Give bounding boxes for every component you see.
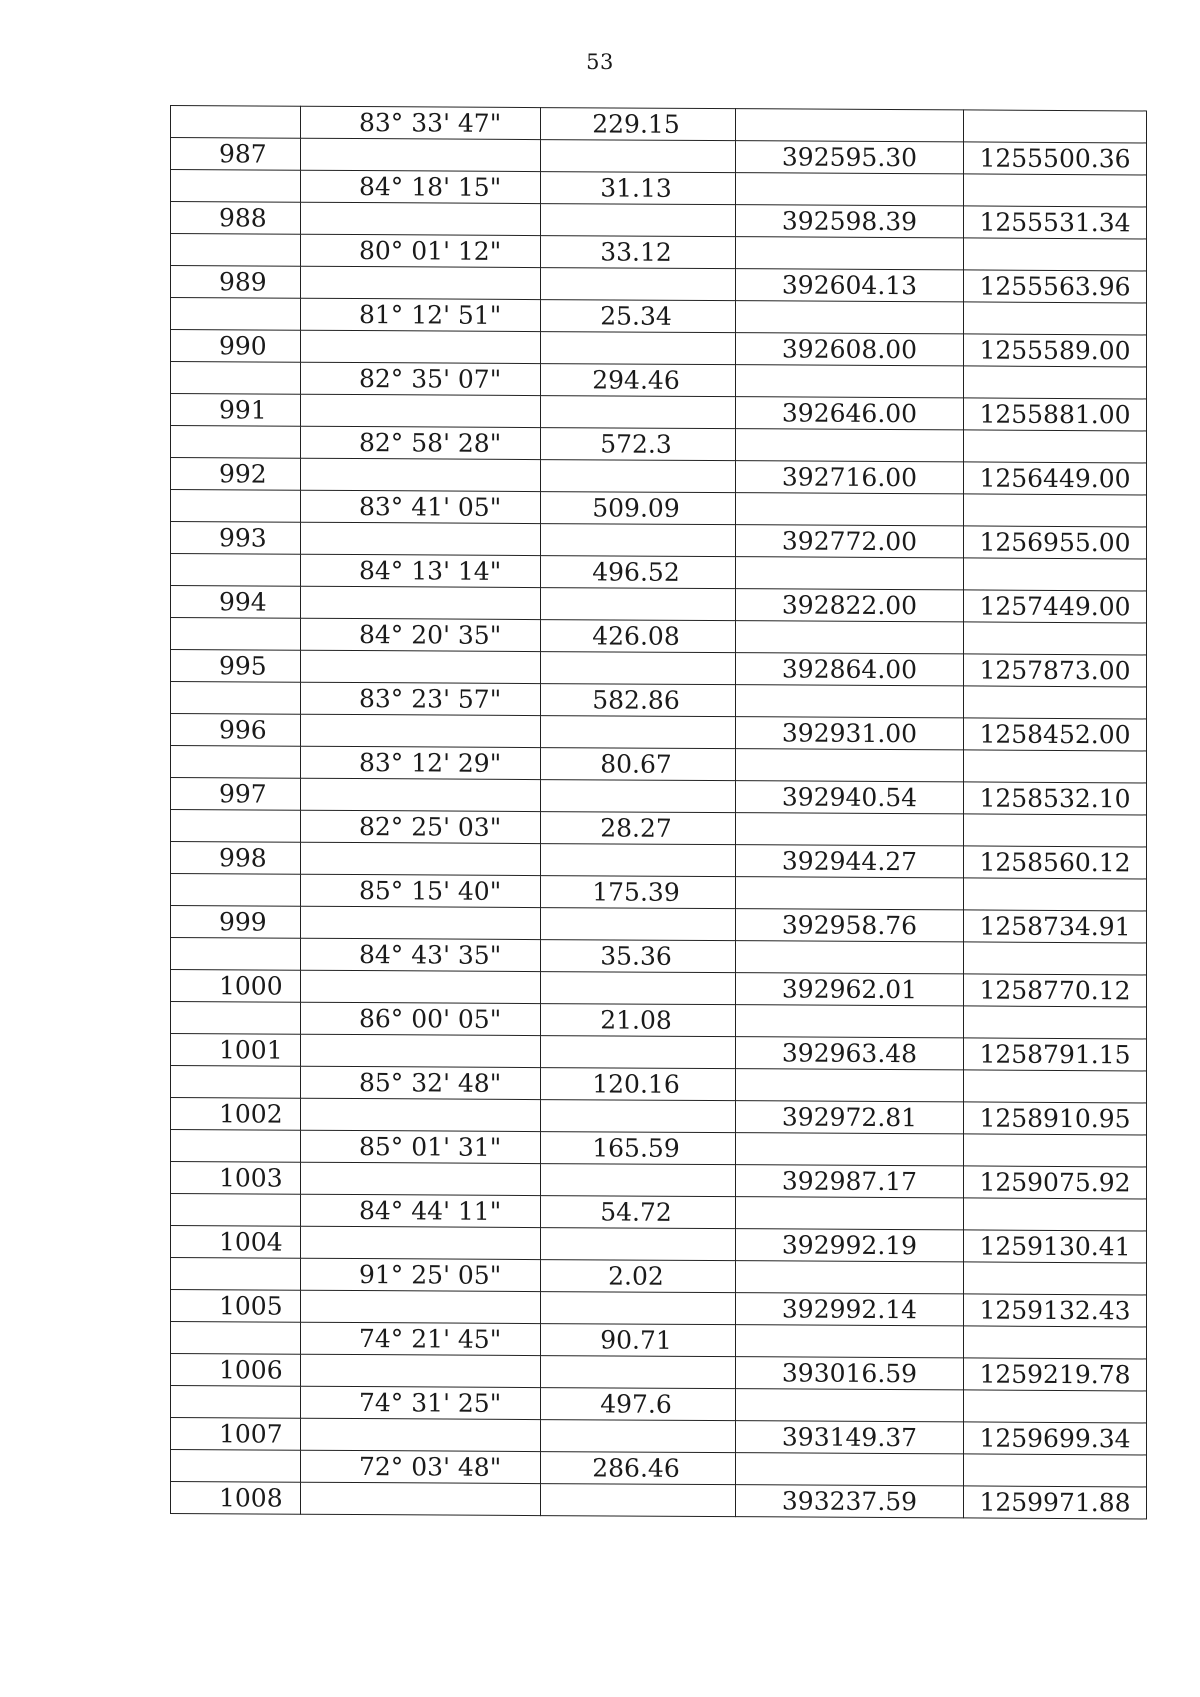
point-number-cell: 989 [171, 266, 301, 299]
easting-cell [964, 1390, 1147, 1423]
northing-cell [736, 1197, 964, 1230]
bearing-cell: 82° 35' 07" [301, 362, 541, 395]
northing-cell [736, 1261, 964, 1294]
easting-cell: 1257449.00 [964, 590, 1147, 623]
northing-cell [736, 301, 964, 334]
northing-cell [736, 749, 964, 782]
bearing-cell: 74° 21' 45" [301, 1322, 541, 1355]
bearing-cell: 83° 41' 05" [301, 490, 541, 523]
distance-cell [541, 1100, 736, 1133]
distance-cell [541, 1420, 736, 1453]
bearing-cell [301, 458, 541, 491]
point-number-cell: 993 [171, 522, 301, 555]
easting-cell: 1258532.10 [964, 782, 1147, 815]
easting-cell [964, 558, 1147, 591]
point-number-cell [171, 362, 301, 395]
point-number-cell: 992 [171, 458, 301, 491]
easting-cell [964, 1006, 1147, 1039]
easting-cell: 1255881.00 [964, 398, 1147, 431]
distance-cell: 21.08 [541, 1004, 736, 1037]
point-number-cell [171, 106, 301, 139]
point-number-cell: 1007 [171, 1418, 301, 1451]
northing-cell: 392972.81 [736, 1101, 964, 1134]
easting-cell [964, 1262, 1147, 1295]
bearing-cell [301, 1226, 541, 1259]
northing-cell: 392608.00 [736, 333, 964, 366]
northing-cell [736, 941, 964, 974]
easting-cell: 1258734.91 [964, 910, 1147, 943]
distance-cell [541, 972, 736, 1005]
bearing-cell [301, 522, 541, 555]
distance-cell [541, 1292, 736, 1325]
distance-cell [541, 844, 736, 877]
northing-cell: 392864.00 [736, 653, 964, 686]
northing-cell [736, 1453, 964, 1486]
point-number-cell [171, 1450, 301, 1483]
bearing-cell: 83° 12' 29" [301, 746, 541, 779]
easting-cell [964, 814, 1147, 847]
point-number-cell: 1006 [171, 1354, 301, 1387]
northing-cell: 392772.00 [736, 525, 964, 558]
northing-cell: 393149.37 [736, 1421, 964, 1454]
point-number-cell: 994 [171, 586, 301, 619]
easting-cell [964, 1326, 1147, 1359]
bearing-cell: 85° 15' 40" [301, 874, 541, 907]
bearing-cell [301, 1482, 541, 1515]
bearing-cell [301, 394, 541, 427]
northing-cell: 393016.59 [736, 1357, 964, 1390]
northing-cell [736, 493, 964, 526]
northing-cell [736, 1133, 964, 1166]
distance-cell: 294.46 [541, 364, 736, 397]
bearing-cell: 80° 01' 12" [301, 234, 541, 267]
point-number-cell: 990 [171, 330, 301, 363]
bearing-cell: 82° 58' 28" [301, 426, 541, 459]
northing-cell: 392963.48 [736, 1037, 964, 1070]
northing-cell [736, 365, 964, 398]
bearing-cell [301, 1162, 541, 1195]
distance-cell [541, 268, 736, 301]
bearing-cell: 84° 20' 35" [301, 618, 541, 651]
northing-cell: 392992.14 [736, 1293, 964, 1326]
distance-cell [541, 652, 736, 685]
bearing-cell [301, 330, 541, 363]
point-number-cell: 991 [171, 394, 301, 427]
bearing-cell [301, 266, 541, 299]
easting-cell: 1258770.12 [964, 974, 1147, 1007]
distance-cell: 496.52 [541, 556, 736, 589]
easting-cell: 1256449.00 [964, 462, 1147, 495]
distance-cell [541, 780, 736, 813]
bearing-cell [301, 1354, 541, 1387]
bearing-cell: 82° 25' 03" [301, 810, 541, 843]
northing-cell: 392987.17 [736, 1165, 964, 1198]
northing-cell [736, 237, 964, 270]
distance-cell: 426.08 [541, 620, 736, 653]
point-number-cell [171, 234, 301, 267]
distance-cell [541, 1228, 736, 1261]
distance-cell [541, 716, 736, 749]
point-number-cell: 1002 [171, 1098, 301, 1131]
point-number-cell [171, 1258, 301, 1291]
point-number-cell [171, 682, 301, 715]
northing-cell: 392646.00 [736, 397, 964, 430]
bearing-cell: 84° 44' 11" [301, 1194, 541, 1227]
easting-cell: 1258560.12 [964, 846, 1147, 879]
point-number-cell [171, 490, 301, 523]
bearing-cell [301, 1290, 541, 1323]
distance-cell [541, 396, 736, 429]
easting-cell: 1258791.15 [964, 1038, 1147, 1071]
bearing-cell: 84° 13' 14" [301, 554, 541, 587]
point-number-cell: 987 [171, 138, 301, 171]
point-number-cell [171, 1386, 301, 1419]
northing-cell: 392940.54 [736, 781, 964, 814]
northing-cell [736, 877, 964, 910]
easting-cell: 1259132.43 [964, 1294, 1147, 1327]
easting-cell [964, 430, 1147, 463]
easting-cell: 1258452.00 [964, 718, 1147, 751]
point-number-cell [171, 554, 301, 587]
northing-cell [736, 685, 964, 718]
easting-cell [964, 750, 1147, 783]
distance-cell: 120.16 [541, 1068, 736, 1101]
easting-cell: 1255563.96 [964, 270, 1147, 303]
point-number-cell: 998 [171, 842, 301, 875]
point-number-cell [171, 426, 301, 459]
distance-cell [541, 460, 736, 493]
northing-cell [736, 173, 964, 206]
distance-cell [541, 332, 736, 365]
bearing-cell: 72° 03' 48" [301, 1450, 541, 1483]
bearing-cell [301, 906, 541, 939]
easting-cell [964, 1134, 1147, 1167]
distance-cell: 35.36 [541, 940, 736, 973]
northing-cell: 392931.00 [736, 717, 964, 750]
distance-cell: 509.09 [541, 492, 736, 525]
distance-cell [541, 908, 736, 941]
distance-cell [541, 140, 736, 173]
distance-cell: 229.15 [541, 108, 736, 141]
easting-cell: 1255589.00 [964, 334, 1147, 367]
easting-cell [964, 878, 1147, 911]
survey-coordinates-table [170, 105, 1147, 1519]
point-number-cell: 1008 [171, 1482, 301, 1515]
bearing-cell [301, 1418, 541, 1451]
easting-cell [964, 238, 1147, 271]
northing-cell: 392604.13 [736, 269, 964, 302]
northing-cell: 392944.27 [736, 845, 964, 878]
distance-cell: 54.72 [541, 1196, 736, 1229]
easting-cell [964, 942, 1147, 975]
bearing-cell [301, 202, 541, 235]
distance-cell: 33.12 [541, 236, 736, 269]
bearing-cell: 81° 12' 51" [301, 298, 541, 331]
survey-table-body [171, 106, 1147, 1519]
point-number-cell: 999 [171, 906, 301, 939]
point-number-cell [171, 1194, 301, 1227]
point-number-cell [171, 1002, 301, 1035]
survey-table-container [170, 105, 1147, 1519]
easting-cell: 1259219.78 [964, 1358, 1147, 1391]
bearing-cell: 85° 01' 31" [301, 1130, 541, 1163]
easting-cell: 1257873.00 [964, 654, 1147, 687]
bearing-cell: 84° 43' 35" [301, 938, 541, 971]
easting-cell: 1259075.92 [964, 1166, 1147, 1199]
table-row [171, 1482, 1147, 1519]
distance-cell: 286.46 [541, 1452, 736, 1485]
northing-cell [736, 621, 964, 654]
northing-cell: 392595.30 [736, 141, 964, 174]
northing-cell [736, 1325, 964, 1358]
point-number-cell [171, 1066, 301, 1099]
northing-cell [736, 1005, 964, 1038]
distance-cell [541, 588, 736, 621]
easting-cell: 1259130.41 [964, 1230, 1147, 1263]
point-number-cell: 1005 [171, 1290, 301, 1323]
point-number-cell: 995 [171, 650, 301, 683]
bearing-cell [301, 1098, 541, 1131]
northing-cell: 392716.00 [736, 461, 964, 494]
distance-cell [541, 1484, 736, 1517]
northing-cell: 393237.59 [736, 1485, 964, 1518]
bearing-cell [301, 650, 541, 683]
northing-cell [736, 1389, 964, 1422]
distance-cell: 582.86 [541, 684, 736, 717]
easting-cell [964, 302, 1147, 335]
distance-cell: 175.39 [541, 876, 736, 909]
point-number-cell [171, 618, 301, 651]
point-number-cell: 1003 [171, 1162, 301, 1195]
point-number-cell [171, 1130, 301, 1163]
easting-cell [964, 110, 1147, 143]
distance-cell [541, 1164, 736, 1197]
northing-cell: 392992.19 [736, 1229, 964, 1262]
northing-cell [736, 109, 964, 142]
distance-cell [541, 524, 736, 557]
bearing-cell [301, 842, 541, 875]
point-number-cell [171, 810, 301, 843]
easting-cell: 1256955.00 [964, 526, 1147, 559]
northing-cell [736, 429, 964, 462]
point-number-cell [171, 746, 301, 779]
bearing-cell: 84° 18' 15" [301, 170, 541, 203]
point-number-cell [171, 874, 301, 907]
easting-cell: 1255500.36 [964, 142, 1147, 175]
northing-cell: 392822.00 [736, 589, 964, 622]
northing-cell [736, 557, 964, 590]
point-number-cell [171, 298, 301, 331]
point-number-cell [171, 938, 301, 971]
easting-cell [964, 174, 1147, 207]
easting-cell: 1258910.95 [964, 1102, 1147, 1135]
easting-cell [964, 1070, 1147, 1103]
distance-cell: 25.34 [541, 300, 736, 333]
easting-cell: 1259971.88 [964, 1486, 1147, 1519]
point-number-cell: 1000 [171, 970, 301, 1003]
distance-cell: 572.3 [541, 428, 736, 461]
point-number-cell: 988 [171, 202, 301, 235]
easting-cell: 1259699.34 [964, 1422, 1147, 1455]
page-number: 53 [586, 50, 614, 74]
bearing-cell [301, 714, 541, 747]
bearing-cell: 85° 32' 48" [301, 1066, 541, 1099]
easting-cell [964, 1198, 1147, 1231]
northing-cell: 392598.39 [736, 205, 964, 238]
northing-cell [736, 813, 964, 846]
bearing-cell: 83° 33' 47" [301, 106, 541, 139]
distance-cell: 80.67 [541, 748, 736, 781]
point-number-cell: 1004 [171, 1226, 301, 1259]
distance-cell [541, 204, 736, 237]
easting-cell [964, 686, 1147, 719]
bearing-cell [301, 778, 541, 811]
distance-cell [541, 1036, 736, 1069]
point-number-cell [171, 170, 301, 203]
distance-cell: 31.13 [541, 172, 736, 205]
easting-cell: 1255531.34 [964, 206, 1147, 239]
easting-cell [964, 366, 1147, 399]
bearing-cell: 74° 31' 25" [301, 1386, 541, 1419]
distance-cell: 497.6 [541, 1388, 736, 1421]
northing-cell: 392958.76 [736, 909, 964, 942]
distance-cell: 165.59 [541, 1132, 736, 1165]
bearing-cell [301, 138, 541, 171]
northing-cell: 392962.01 [736, 973, 964, 1006]
distance-cell: 2.02 [541, 1260, 736, 1293]
distance-cell [541, 1356, 736, 1389]
distance-cell: 28.27 [541, 812, 736, 845]
point-number-cell [171, 1322, 301, 1355]
bearing-cell: 86° 00' 05" [301, 1002, 541, 1035]
bearing-cell [301, 586, 541, 619]
point-number-cell: 996 [171, 714, 301, 747]
bearing-cell: 83° 23' 57" [301, 682, 541, 715]
bearing-cell [301, 970, 541, 1003]
distance-cell: 90.71 [541, 1324, 736, 1357]
point-number-cell: 997 [171, 778, 301, 811]
easting-cell [964, 1454, 1147, 1487]
northing-cell [736, 1069, 964, 1102]
point-number-cell: 1001 [171, 1034, 301, 1067]
bearing-cell [301, 1034, 541, 1067]
easting-cell [964, 494, 1147, 527]
easting-cell [964, 622, 1147, 655]
bearing-cell: 91° 25' 05" [301, 1258, 541, 1291]
